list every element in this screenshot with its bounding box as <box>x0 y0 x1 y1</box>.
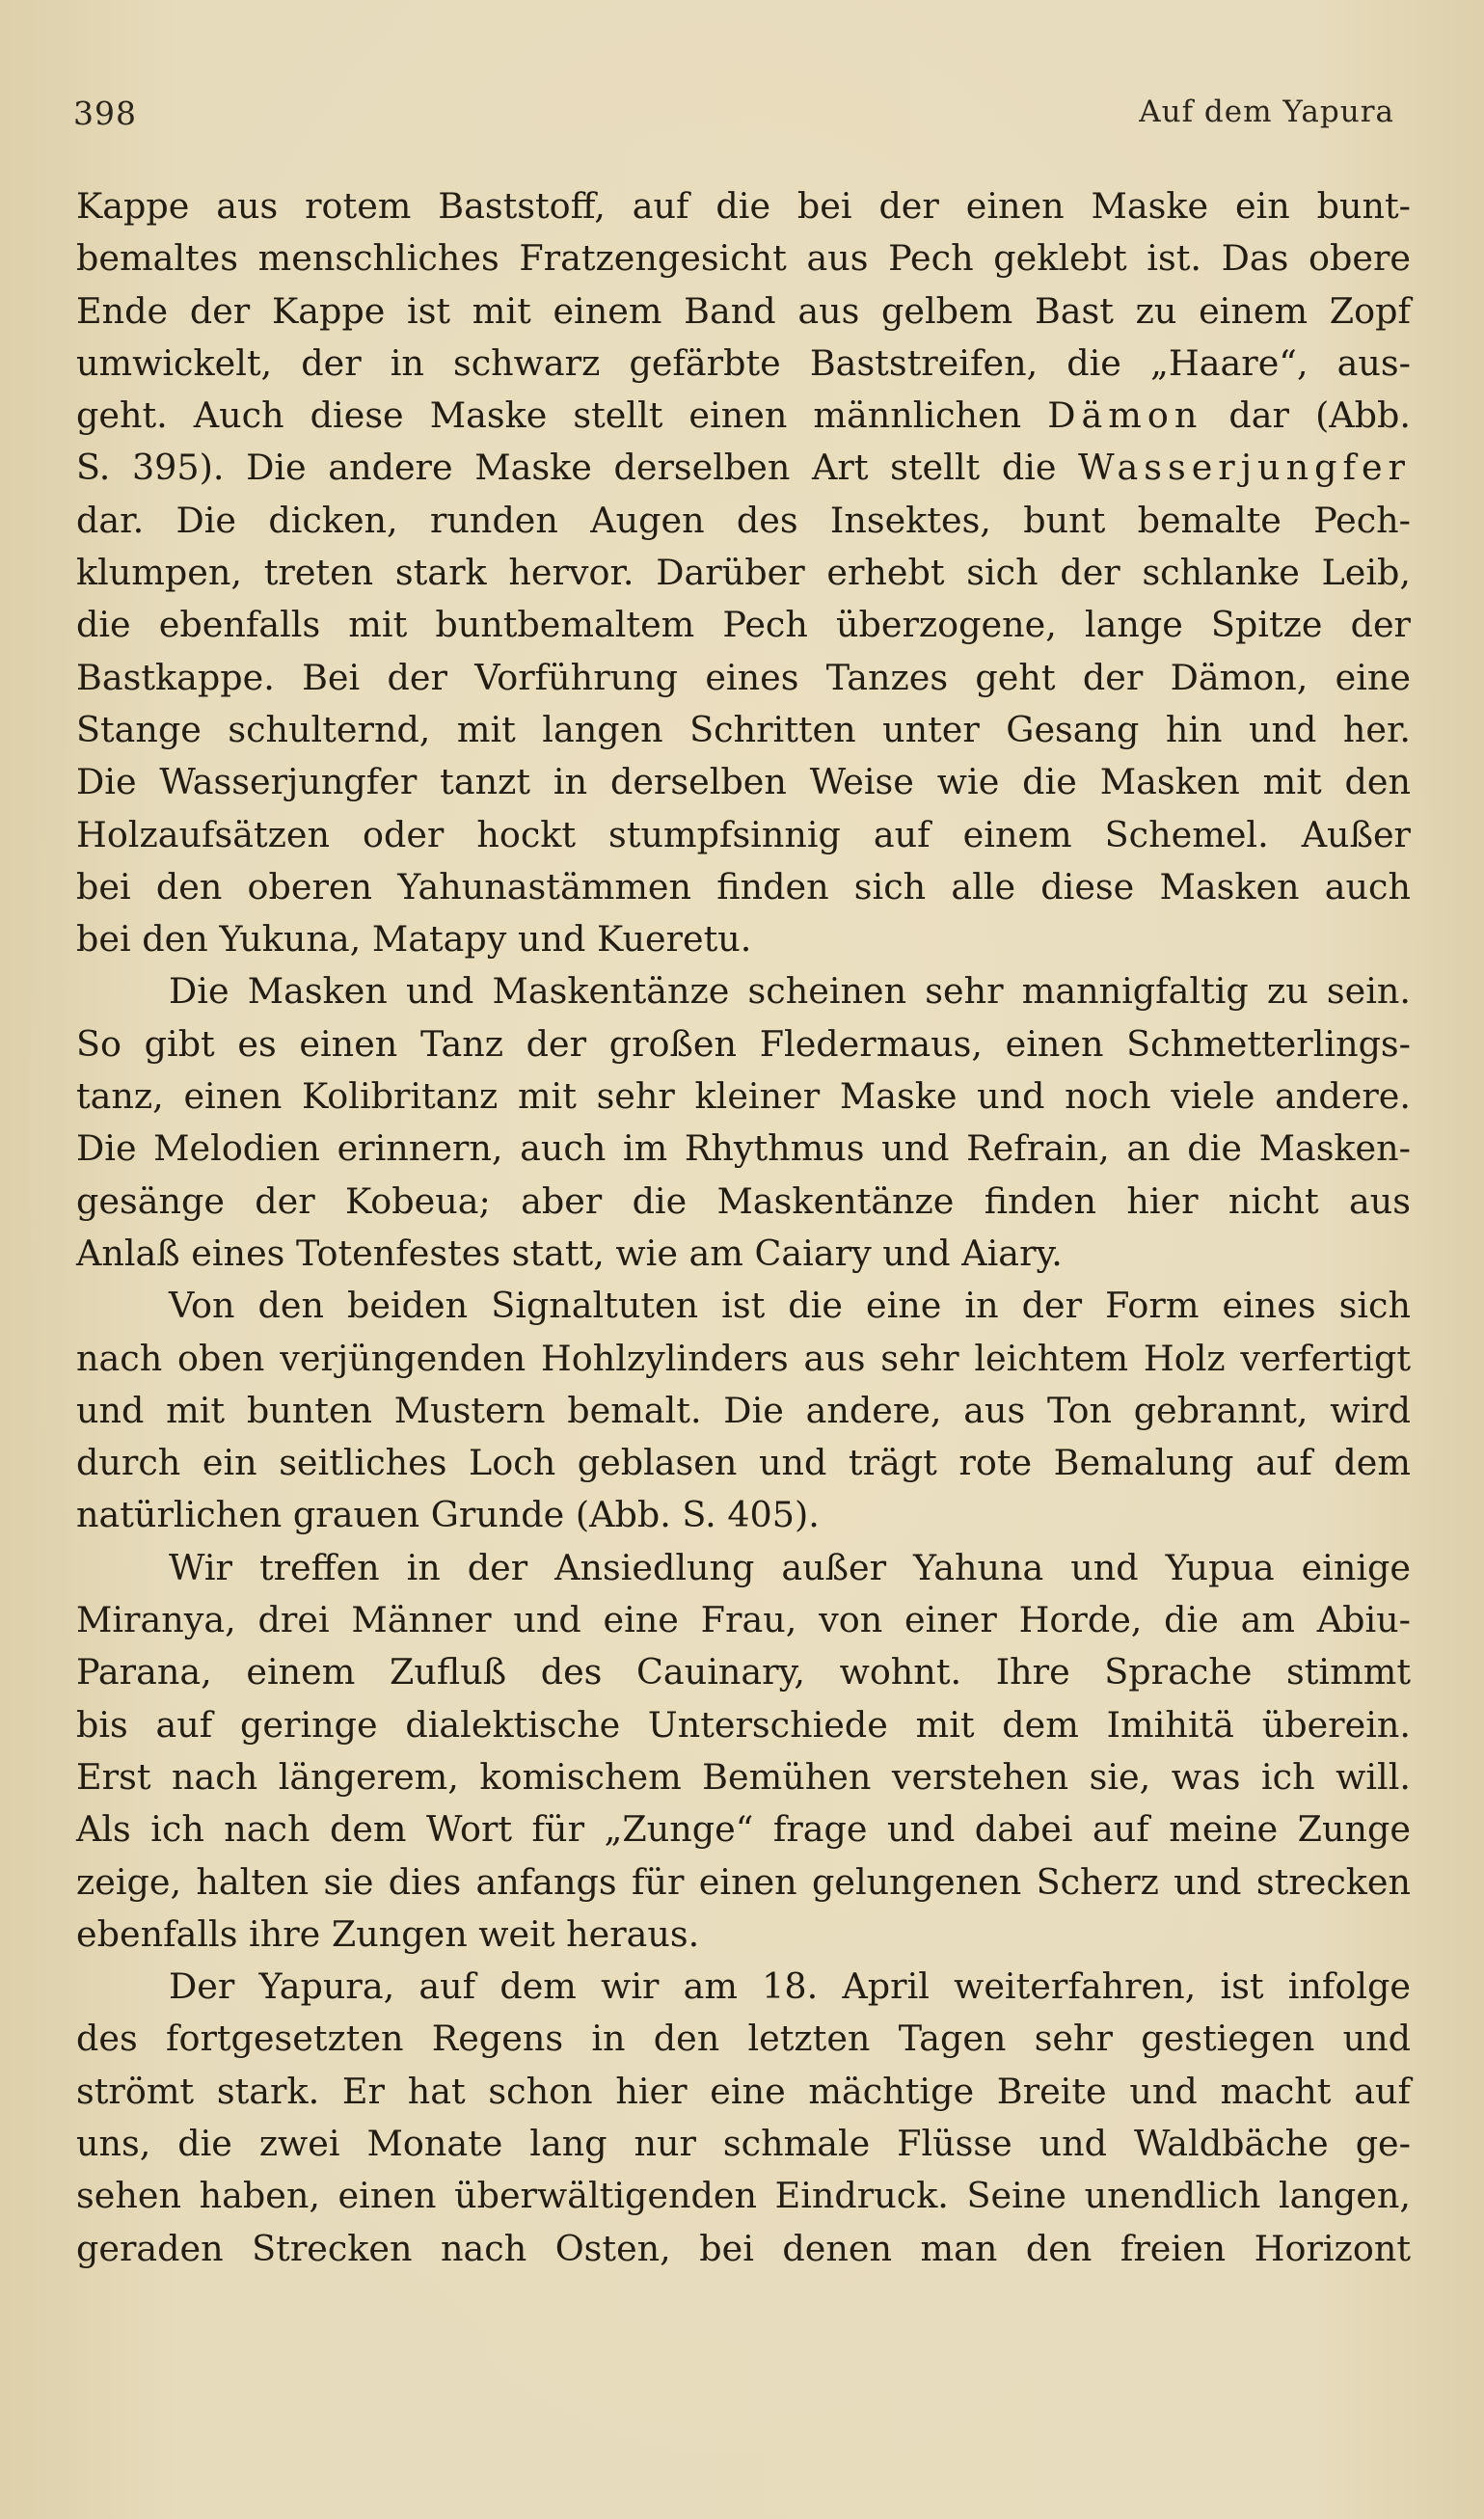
text-line: Die Melodien erinnern, auch im Rhythmus und Refrain, an die Masken- <box>76 1127 1411 1170</box>
emphasized-term: Wasserjungfer <box>1078 447 1411 489</box>
text-line: die ebenfalls mit buntbemaltem Pech überzogene, lange Spitze der <box>76 604 1411 646</box>
text-line: uns, die zwei Monate lang nur schmale Flüsse und Waldbäche ge- <box>76 2122 1411 2164</box>
text-line: Anlaß eines Totenfestes statt, wie am Caiary und Aiary. <box>76 1232 1063 1274</box>
text-line: Die Masken und Maskentänze scheinen sehr mannigfaltig zu sein. <box>169 970 1411 1013</box>
text-line: gesänge der Kobeua; aber die Maskentänze finden hier nicht aus <box>76 1179 1411 1222</box>
body-text <box>76 180 1411 2275</box>
text-line: klumpen, treten stark hervor. Darüber erhebt sich der schlanke Leib, <box>76 552 1411 594</box>
text-line: des fortgesetzten Regens in den letzten Tagen sehr gestiegen und <box>76 2018 1411 2060</box>
text-line: sehen haben, einen überwältigenden Eindruck. Seine unendlich langen, <box>76 2175 1411 2217</box>
text-line: Stange schulternd, mit langen Schritten unter Gesang hin und her. <box>76 708 1411 750</box>
text-line: So gibt es einen Tanz der großen Fledermaus, einen Schmetterlings- <box>76 1022 1411 1065</box>
text-line: bei den oberen Yahunastämmen finden sich alle diese Masken auch <box>76 865 1411 907</box>
text-line: strömt stark. Er hat schon hier eine mächtige Breite und macht auf <box>76 2070 1411 2112</box>
text-line: Kappe aus rotem Baststoff, auf die bei der einen Maske ein bunt- <box>76 185 1411 227</box>
text-line-segment: geht. Auch diese Maske stellt einen männlichen <box>76 394 1048 437</box>
text-line: Wir treffen in der Ansiedlung außer Yahuna und Yupua einige <box>169 1546 1411 1588</box>
text-line: Von den beiden Signaltuten ist die eine in der Form eines sich <box>169 1285 1411 1327</box>
page-header <box>73 95 1394 143</box>
text-line: und mit bunten Mustern bemalt. Die andere, aus Ton gebrannt, wird <box>76 1389 1411 1431</box>
text-line <box>76 442 1411 494</box>
text-line: Als ich nach dem Wort für „Zunge“ frage und dabei auf meine Zunge <box>76 1808 1411 1851</box>
emphasized-term: Dämon <box>1047 394 1203 437</box>
text-line-segment: S. 395). Die andere Maske derselben Art stellt die <box>76 447 1079 489</box>
text-line: durch ein seitliches Loch geblasen und trägt rote Bemalung auf dem <box>76 1442 1411 1484</box>
text-line: Der Yapura, auf dem wir am 18. April weiterfahren, ist infolge <box>169 1965 1411 2008</box>
text-line: Parana, einem Zufluß des Cauinary, wohnt. Ihre Sprache stimmt <box>76 1651 1411 1693</box>
text-line: nach oben verjüngenden Hohlzylinders aus sehr leichtem Holz verfertigt <box>76 1337 1411 1379</box>
text-line: tanz, einen Kolibritanz mit sehr kleiner Maske und noch viele andere. <box>76 1075 1411 1118</box>
text-line: zeige, halten sie dies anfangs für einen gelungenen Scherz und strecken <box>76 1860 1411 1903</box>
text-line-segment: dar (Abb. <box>1202 394 1412 437</box>
text-line: Ende der Kappe ist mit einem Band aus gelbem Bast zu einem Zopf <box>76 289 1411 332</box>
text-line <box>76 390 1411 442</box>
page-number: 398 <box>73 95 137 132</box>
running-head: Auf dem Yapura <box>1139 95 1394 129</box>
text-line: Bastkappe. Bei der Vorführung eines Tanzes geht der Dämon, eine <box>76 656 1411 698</box>
text-line: geraden Strecken nach Osten, bei denen man den freien Horizont <box>76 2227 1411 2269</box>
text-line: ebenfalls ihre Zungen weit heraus. <box>76 1912 700 1955</box>
text-line: bis auf geringe dialektische Unterschiede mit dem Imihitä überein. <box>76 1703 1411 1746</box>
text-line: bemaltes menschliches Fratzengesicht aus Pech geklebt ist. Das obere <box>76 237 1411 280</box>
text-line: Holzaufsätzen oder hockt stumpfsinnig auf einem Schemel. Außer <box>76 813 1411 855</box>
text-line: natürlichen grauen Grunde (Abb. S. 405). <box>76 1494 820 1536</box>
text-line: Erst nach längerem, komischem Bemühen verstehen sie, was ich will. <box>76 1755 1411 1798</box>
text-line: Die Wasserjungfer tanzt in derselben Weise wie die Masken mit den <box>76 761 1411 803</box>
text-line: umwickelt, der in schwarz gefärbte Baststreifen, die „Haare“, aus- <box>76 341 1411 384</box>
text-line: Miranya, drei Männer und eine Frau, von einer Horde, die am Abiu- <box>76 1599 1411 1641</box>
text-line: bei den Yukuna, Matapy und Kueretu. <box>76 918 752 961</box>
text-line: dar. Die dicken, runden Augen des Insektes, bunt bemalte Pech- <box>76 499 1411 541</box>
